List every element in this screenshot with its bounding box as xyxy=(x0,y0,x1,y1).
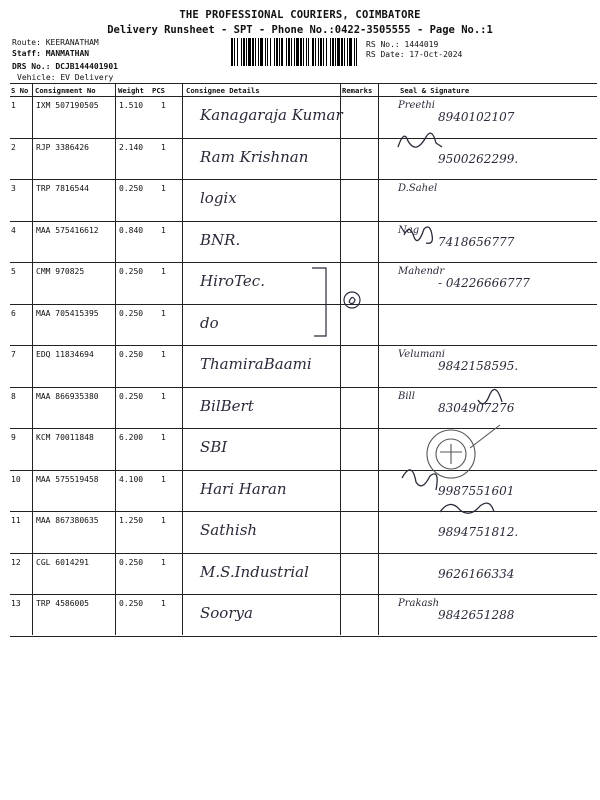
row-divider xyxy=(10,387,597,388)
route-value: KEERANATHAM xyxy=(45,38,99,47)
route-label: Route: xyxy=(12,38,41,47)
barcode-bar xyxy=(255,38,256,66)
row-sno: 4 xyxy=(11,225,16,235)
row-weight: 0.250 xyxy=(119,267,144,276)
document-title: THE PROFESSIONAL COURIERS, COIMBATORE xyxy=(179,9,421,21)
row-pcs: 1 xyxy=(161,433,166,442)
row-weight: 0.250 xyxy=(119,184,144,193)
barcode-bar xyxy=(291,38,292,66)
barcode-bar xyxy=(281,38,283,66)
rs-date-line xyxy=(366,50,462,59)
rs-no-line xyxy=(366,40,438,49)
barcode-bar xyxy=(337,38,340,66)
row-weight: 1.510 xyxy=(119,101,144,110)
barcode-bar xyxy=(306,38,307,66)
row-consignment-no: TRP 7816544 xyxy=(36,184,89,193)
row-sno: 10 xyxy=(11,474,21,484)
barcode-bar xyxy=(276,38,278,66)
staff-value: MANMATHAN xyxy=(45,49,90,58)
barcode-bar xyxy=(354,38,355,66)
table-top-rule xyxy=(10,83,597,84)
row-sno: 7 xyxy=(11,350,16,359)
barcode-bar xyxy=(246,38,247,66)
row-divider xyxy=(10,511,597,512)
col-header-seal: Seal & Signature xyxy=(400,86,470,95)
drs-label: DRS No.: xyxy=(12,62,51,71)
vehicle-line xyxy=(17,73,113,82)
barcode-bar xyxy=(267,38,268,66)
row-consignment-no: CMM 970825 xyxy=(36,267,85,276)
row-pcs: 1 xyxy=(161,308,166,318)
barcode-bar xyxy=(344,38,345,66)
row-phone-handwritten: 9500262299. xyxy=(438,151,519,166)
row-weight: 2.140 xyxy=(119,142,144,152)
row-weight: 0.250 xyxy=(119,599,144,608)
row-weight: 0.250 xyxy=(119,350,144,359)
row-consignment-no: MAA 575519458 xyxy=(36,474,99,484)
row-divider xyxy=(10,345,597,346)
barcode-bar xyxy=(252,38,254,66)
staff-label: Staff: xyxy=(12,49,41,58)
row-signature-name: Preethi xyxy=(398,100,436,111)
row-weight: 0.840 xyxy=(119,225,144,235)
row-weight: 1.250 xyxy=(119,516,144,525)
row-divider xyxy=(10,221,597,222)
row-divider xyxy=(10,594,597,595)
barcode-bar xyxy=(279,38,280,66)
row-signature-name: D.Sahel xyxy=(398,183,438,194)
row-consignee-handwritten: Kanagaraja Kumar xyxy=(200,106,343,124)
row-weight: 0.250 xyxy=(119,391,144,401)
row-divider xyxy=(10,138,597,139)
col-header-remarks: Remarks xyxy=(342,86,373,95)
barcode-bar xyxy=(312,38,314,66)
row-sno: 6 xyxy=(11,308,16,318)
col-header-consignee: Consignee Details xyxy=(186,86,260,95)
row-divider xyxy=(10,636,597,637)
barcode-bar xyxy=(308,38,309,66)
barcode-bar xyxy=(274,38,275,66)
row-consignee-handwritten: logix xyxy=(200,189,237,207)
barcode-bar xyxy=(356,38,357,66)
route-line xyxy=(12,38,99,47)
barcode-bar xyxy=(243,38,245,66)
rs-no-value: 1444019 xyxy=(404,40,439,49)
row-pcs: 1 xyxy=(161,101,166,110)
row-consignment-no: RJP 3386426 xyxy=(36,142,89,152)
row-consignment-no: TRP 4586005 xyxy=(36,599,89,608)
row-consignee-handwritten: SBI xyxy=(200,438,228,456)
row-pcs: 1 xyxy=(161,142,166,152)
row-consignee-handwritten: Ram Krishnan xyxy=(200,147,309,166)
barcode-bar xyxy=(315,38,316,66)
row-consignee-handwritten: ThamiraBaami xyxy=(200,355,312,373)
vehicle-label: Vehicle: xyxy=(17,73,56,82)
row-signature-name: Bill xyxy=(398,390,415,402)
row-pcs: 1 xyxy=(161,557,166,567)
row-signature-name: Velumani xyxy=(398,349,445,360)
row-consignment-no: MAA 867380635 xyxy=(36,516,99,525)
rs-date-value: 17-Oct-2024 xyxy=(409,50,463,59)
row-phone-handwritten: 9842158595. xyxy=(438,359,519,373)
row-sno: 13 xyxy=(11,599,21,608)
barcode-bar xyxy=(330,38,331,66)
barcode-bar xyxy=(260,38,263,66)
barcode-bar xyxy=(286,38,287,66)
barcode-bar xyxy=(296,38,299,66)
row-weight: 0.250 xyxy=(119,557,144,567)
drs-value: DCJB144401901 xyxy=(55,62,118,71)
barcode-bar xyxy=(234,38,235,66)
vehicle-value: EV Delivery xyxy=(60,73,114,82)
row-weight: 6.200 xyxy=(119,433,144,442)
barcode-bar xyxy=(288,38,290,66)
row-pcs: 1 xyxy=(161,184,166,193)
barcode-bar xyxy=(300,38,302,66)
row-pcs: 1 xyxy=(161,391,166,401)
rs-no-label: RS No.: xyxy=(366,40,400,49)
row-sno: 8 xyxy=(11,391,16,401)
barcode-bar xyxy=(258,38,259,66)
row-divider xyxy=(10,304,597,305)
row-sno: 11 xyxy=(11,516,21,525)
row-consignee-handwritten: BNR. xyxy=(200,230,241,249)
barcode-bar xyxy=(318,38,319,66)
row-divider xyxy=(10,470,597,471)
row-consignee-handwritten: do xyxy=(200,313,219,332)
row-consignment-no: MAA 705415395 xyxy=(36,308,99,318)
row-divider xyxy=(10,553,597,554)
row-pcs: 1 xyxy=(161,474,166,484)
barcode-bar xyxy=(231,38,233,66)
barcode-bar xyxy=(347,38,348,66)
row-signature-name: Prakash xyxy=(398,598,440,609)
barcode-bar xyxy=(323,38,324,66)
barcode-bar xyxy=(241,38,242,66)
barcode-bar xyxy=(303,38,304,66)
barcode xyxy=(231,38,357,66)
bracket-mark xyxy=(312,268,360,336)
row-consignee-handwritten: Hari Haran xyxy=(200,479,287,498)
col-header-consignment: Consignment No xyxy=(35,86,96,95)
row-weight: 0.250 xyxy=(119,308,144,318)
barcode-bar xyxy=(248,38,251,66)
barcode-bar xyxy=(237,38,238,66)
row-phone-handwritten: 8940102107 xyxy=(438,110,515,124)
row-sno: 5 xyxy=(11,267,16,276)
row-phone-handwritten: - 04226666777 xyxy=(438,276,530,290)
barcode-bar xyxy=(341,38,343,66)
row-pcs: 1 xyxy=(161,267,166,276)
barcode-bar xyxy=(335,38,336,66)
row-phone-handwritten: 9987551601 xyxy=(438,483,515,498)
col-header-weight: Weight xyxy=(118,86,144,95)
row-sno: 3 xyxy=(11,184,16,193)
row-signature-name: Mahendr xyxy=(398,266,445,277)
row-consignment-no: MAA 866935380 xyxy=(36,391,99,401)
row-pcs: 1 xyxy=(161,225,166,235)
row-sno: 1 xyxy=(11,101,16,110)
row-consignee-handwritten: M.S.Industrial xyxy=(200,562,309,581)
row-phone-handwritten: 7418656777 xyxy=(438,234,515,249)
row-consignment-no: EDQ 11834694 xyxy=(36,350,94,359)
row-consignment-no: IXM 507190505 xyxy=(36,101,99,110)
row-pcs: 1 xyxy=(161,516,166,525)
row-pcs: 1 xyxy=(161,350,166,359)
row-consignment-no: MAA 575416612 xyxy=(36,225,99,235)
row-weight: 4.100 xyxy=(119,474,144,484)
row-phone-handwritten: 9894751812. xyxy=(438,525,519,539)
col-header-sno: S No xyxy=(11,86,29,95)
row-signature-name: Nag xyxy=(398,224,420,236)
barcode-bar xyxy=(294,38,295,66)
table-header-rule xyxy=(10,96,597,97)
row-pcs: 1 xyxy=(161,599,166,608)
rs-date-label: RS Date: xyxy=(366,50,405,59)
row-divider xyxy=(10,179,597,180)
barcode-bar xyxy=(332,38,334,66)
row-sno: 12 xyxy=(11,557,21,567)
staff-line xyxy=(12,49,89,58)
barcode-bar xyxy=(326,38,327,66)
row-consignee-handwritten: Sathish xyxy=(200,521,258,539)
row-sno: 9 xyxy=(11,433,16,442)
drs-line xyxy=(12,62,118,71)
barcode-bar xyxy=(320,38,322,66)
col-header-pcs: PCS xyxy=(152,86,165,95)
row-consignee-handwritten: Soorya xyxy=(200,604,253,622)
row-consignee-handwritten: HiroTec. xyxy=(200,272,265,290)
row-phone-handwritten: 9842651288 xyxy=(438,608,515,622)
barcode-bar xyxy=(349,38,352,66)
row-phone-handwritten: 8304907276 xyxy=(438,400,515,415)
row-divider xyxy=(10,428,597,429)
row-consignment-no: CGL 6014291 xyxy=(36,557,89,567)
row-consignment-no: KCM 70011848 xyxy=(36,433,94,442)
row-consignee-handwritten: BilBert xyxy=(200,396,254,415)
row-divider xyxy=(10,262,597,263)
row-phone-handwritten: 9626166334 xyxy=(438,566,515,581)
barcode-bar xyxy=(265,38,266,66)
document-subtitle: Delivery Runsheet - SPT - Phone No.:0422-3505555 - Page No.:1 xyxy=(107,24,493,36)
barcode-bar xyxy=(270,38,271,66)
row-sno: 2 xyxy=(11,142,16,152)
